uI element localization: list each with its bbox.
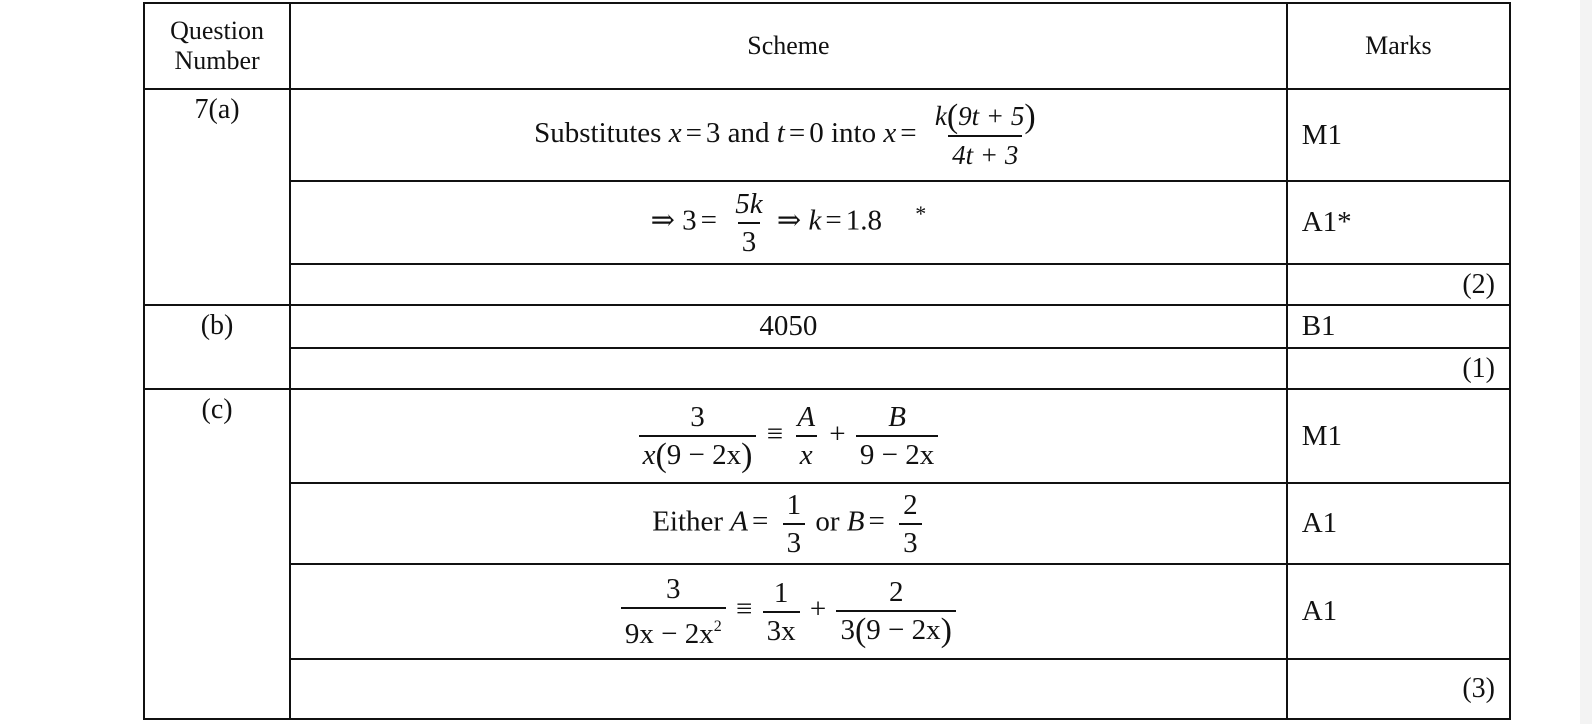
empty-scheme-cell: [290, 659, 1287, 719]
table-row: [144, 659, 1510, 719]
scheme-cell-c-3: $\frac{3}{9x - 2x^2}$ ≡ $\frac{1}{3x}$ + $\frac{2}{3(9 - 2x)}$: [290, 564, 1287, 659]
table-row: [144, 389, 1510, 483]
table-row: [144, 348, 1510, 389]
table-row: [144, 181, 1510, 264]
mark-c-2: A1: [1287, 483, 1510, 564]
table-row: [144, 305, 1510, 348]
question-label-7a: 7(a): [144, 89, 290, 305]
fraction: $\frac{1}{3}$: [783, 489, 806, 559]
mark-c-3: A1: [1287, 564, 1510, 659]
mark-c-1: M1: [1287, 389, 1510, 483]
marks-header: Marks: [1287, 3, 1510, 89]
empty-scheme-cell: [290, 348, 1287, 389]
scrollbar[interactable]: [1580, 0, 1592, 724]
scheme-cell-c-1: $\frac{3}{x(9 - 2x)}$ ≡ $\frac{A}{x}$ + $\frac{B}{9 - 2x}$: [290, 389, 1287, 483]
fraction: $\frac{1}{3x}$: [763, 577, 800, 647]
total-7a: (2): [1287, 264, 1510, 305]
mark-scheme-table: [143, 2, 1511, 720]
mark-b: B1: [1287, 305, 1510, 348]
fraction: $\frac{k(9t + 5)}{4t + 3}$: [934, 97, 1036, 170]
scheme-cell-7a-2: ⇒ 3 = $\frac{5k}{3}$ ⇒ k = 1.8 *: [290, 181, 1287, 264]
total-b: (1): [1287, 348, 1510, 389]
fraction: $\frac{2}{3(9 - 2x)}$: [836, 576, 956, 647]
question-label-b: (b): [144, 305, 290, 389]
table-row: [144, 264, 1510, 305]
question-number-header: Question Number: [144, 3, 290, 89]
scheme-cell-b: 4050: [290, 305, 1287, 348]
table-row: [144, 89, 1510, 181]
table-row: [144, 483, 1510, 564]
mark-7a-1: M1: [1287, 89, 1510, 181]
empty-scheme-cell: [290, 264, 1287, 305]
scheme-cell-7a-1: Substitutes x = 3 and t = 0 into x = $\frac{k(9t + 5)}{4t + 3}$: [290, 89, 1287, 181]
scheme-header: Scheme: [290, 3, 1287, 89]
mark-7a-2: A1*: [1287, 181, 1510, 264]
table-row: [144, 564, 1510, 659]
scheme-cell-c-2: Either A = $\frac{1}{3}$ or B = $\frac{2}{3}$: [290, 483, 1287, 564]
fraction: $\frac{A}{x}$: [797, 401, 816, 471]
fraction: $\frac{5k}{3}$: [735, 187, 763, 258]
fraction: $\frac{2}{3}$: [899, 489, 922, 559]
fraction: $\frac{3}{9x - 2x^2}$: [621, 573, 726, 650]
fraction: $\frac{3}{x(9 - 2x)}$: [639, 401, 757, 472]
question-label-c: (c): [144, 389, 290, 719]
table-header-row: [144, 3, 1510, 89]
total-c: (3): [1287, 659, 1510, 719]
fraction: $\frac{B}{9 - 2x}$: [856, 401, 938, 471]
